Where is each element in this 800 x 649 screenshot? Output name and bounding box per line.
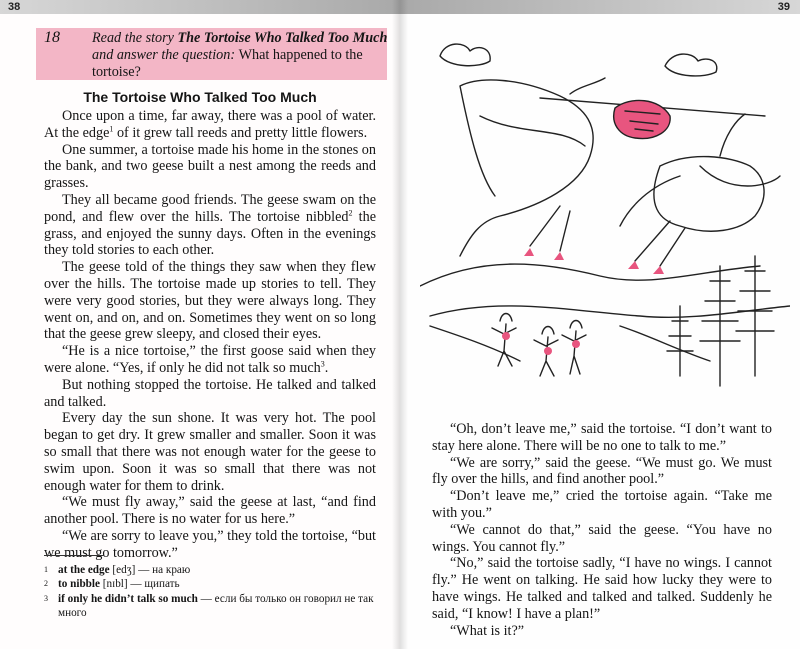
paragraph: “Don’t leave me,” cried the tortoise again. “Take me with you.” [432, 488, 772, 521]
footnote-translation: — если бы только он говорил не так много [58, 592, 374, 619]
paragraph: “He is a nice tortoise,” the first goose said when they were alone. “Yes, if only he did not talk so much$^3$. [44, 343, 376, 376]
footnote-mark: 3 [44, 593, 48, 603]
paragraph: “We are sorry,” said the geese. “We must go. We must fly over the hills, and find another pool.” [432, 454, 772, 488]
footnotes [44, 563, 384, 620]
story-text-right [432, 421, 772, 639]
footnote-ref: 3 [320, 359, 325, 369]
footnote-mark: 1 [44, 565, 48, 574]
footnote-ref: 2 [348, 208, 353, 218]
cloud-right [665, 54, 717, 76]
story-text-left [44, 108, 376, 562]
goose-left [460, 78, 605, 256]
paragraph: Once upon a time, far away, there was a pool of water. At the edge$^1$ of it grew tall reeds and pretty little flowers. [44, 108, 376, 141]
page-number-right: 39 [777, 1, 790, 13]
footnote-ref: 1 [109, 124, 114, 134]
paragraph: They all became good friends. The geese swam on the pond, and flew over the hills. The tortoise nibbled$^2$ the grass, and enjoyed the sunny days. Often in the evenings they told stories to each other. [44, 191, 376, 259]
cloud-left [440, 44, 490, 66]
footnote-translation: [nɪbl] — щипать [99, 578, 180, 591]
task-instruction-before: Read the story [92, 30, 178, 46]
footnote-divider [44, 555, 104, 556]
task-number: 18 [44, 29, 60, 46]
paragraph: The geese told of the things they saw when they flew over the hills. The tortoise made up stories to tell. They were very good stories, but they were always long. They went on, and on, and on. Sometimes they went on so long that the geese grew sleepy, and closed their eyes. [44, 259, 376, 343]
right-page [400, 0, 800, 649]
task-instruction-after: and answer the question: [92, 47, 239, 63]
paragraph: “What is it?” [450, 622, 525, 639]
footnote-mark: 2 [44, 579, 48, 589]
footnote-term: to nibble [58, 578, 100, 591]
page-number-left: 38 [8, 1, 21, 13]
task-instruction [92, 30, 390, 81]
footnote [44, 592, 384, 621]
footnote-translation: [edʒ] — на краю [109, 564, 191, 576]
goose-left-wing [480, 116, 585, 146]
child-figure [492, 314, 516, 367]
page-header-bar [400, 0, 800, 14]
hills [420, 264, 790, 317]
footnote [44, 577, 384, 591]
tree-group [700, 256, 774, 386]
footnote-term: at the edge [58, 564, 110, 576]
page-header-bar [0, 0, 400, 14]
paragraph: Every day the sun shone. It was very hot. The pool began to get dry. It grew smaller and smaller. Soon it was so small that there was not enough water for the geese to swim upon. Soon it was so small that there was not enough water for them to drink. [44, 410, 376, 494]
task-question: What happened to the tortoise? [92, 47, 363, 80]
paragraph: One summer, a tortoise made his home in the stones on the bank, and two geese built a nest among the reeds and grasses. [44, 141, 376, 192]
paragraph: But nothing stopped the tortoise. He talked and talked and talked. [44, 376, 376, 410]
paragraph: “No,” said the tortoise sadly, “I have no wings. I cannot fly.” He went on talking. He said how lucky they were to have wings. He talked and talked and talked. Suddenly he said, “I know! I have a plan!” [432, 555, 772, 622]
paragraph: “We cannot do that,” said the geese. “You have no wings. You cannot fly.” [432, 521, 772, 555]
goose-right-wing [620, 166, 780, 226]
geese-carrying-tortoise-illustration [420, 16, 790, 411]
paragraph: “We must fly away,” said the geese at last, “and find another pool. There is no water for us here.” [44, 494, 376, 528]
tortoise-body [614, 100, 670, 138]
task-story-title: The Tortoise Who Talked Too Much [177, 30, 388, 46]
footnote [44, 563, 384, 577]
footnote-term: if only he didn’t talk so much [58, 592, 198, 605]
story-heading: The Tortoise Who Talked Too Much [83, 89, 317, 105]
paragraph: “We are sorry to leave you,” they told the tortoise, “but we must go tomorrow.” [44, 527, 376, 561]
paragraph: “Oh, don’t leave me,” said the tortoise. “I don’t want to stay here alone. There will be no one to talk to me.” [432, 421, 772, 454]
book-gutter [392, 0, 408, 649]
